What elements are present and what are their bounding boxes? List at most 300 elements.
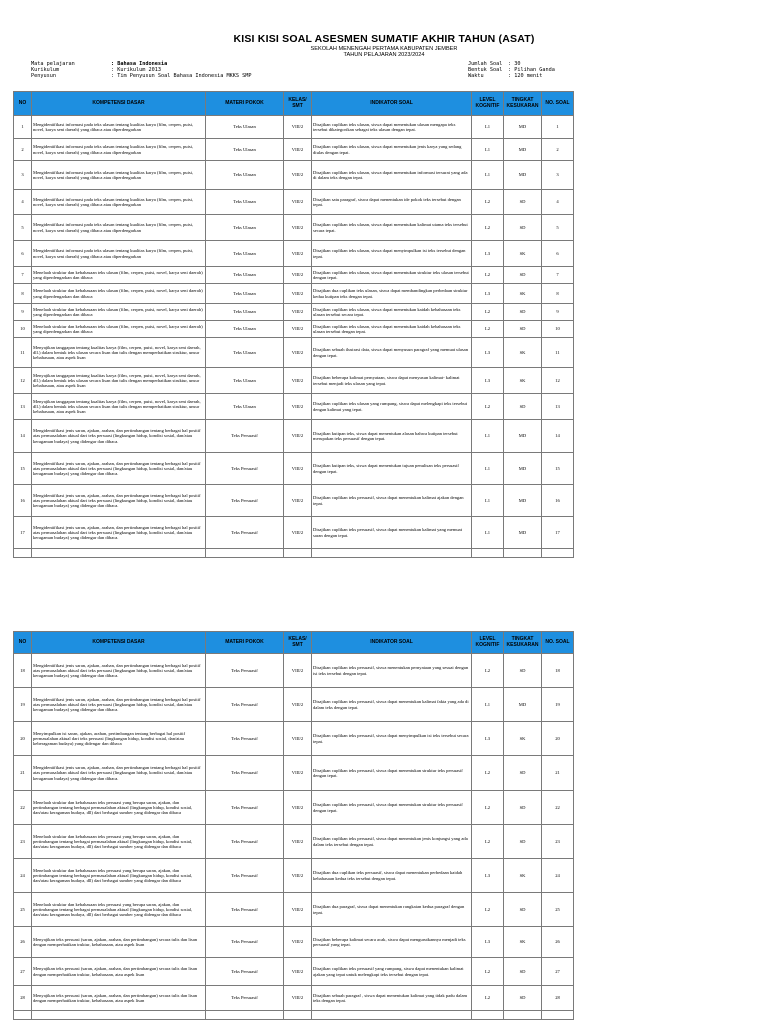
cell-level-kognitif: L3 <box>472 368 504 394</box>
cell-materi-pokok: Teks Ulasan <box>206 215 284 241</box>
cell-materi-pokok: Teks Persuasif <box>206 688 284 722</box>
filler-cell <box>32 549 206 558</box>
cell-indikator-soal: Disajikan cuplikan teks persuasif yang rumpang, siswa dapat menentukan kalimat ajakan yang tepat untuk melengkapi teks tersebut dengan tepat. <box>312 958 472 986</box>
cell-no: 25 <box>14 893 32 927</box>
cell-level-kognitif: L1 <box>472 688 504 722</box>
cell-indikator-soal: Disajikan cuplikan teks persuasif, siswa menentukan pernyataan yang sesuai dengan isi teks tersebut dengan tepat. <box>312 654 472 688</box>
filler-cell <box>14 549 32 558</box>
filler-cell <box>472 1011 504 1020</box>
cell-tingkat-kesukaran: SK <box>504 368 542 394</box>
cell-kompetensi-dasar: Menelaah struktur dan kebahasaan teks ulasan (film, cerpen, puisi, novel, karya seni daerah) yang diperdengarkan dan dibaca <box>32 321 206 338</box>
meta-row <box>468 73 555 79</box>
header-col-tingkat-kesukaran: TINGKAT KESUKARAN <box>504 632 542 654</box>
cell-no-soal: 6 <box>542 241 574 267</box>
cell-indikator-soal: Disajikan cuplikan teks persuasif, siswa dapat menentukan kalimat ajakan dengan tepat. <box>312 485 472 517</box>
cell-level-kognitif: L2 <box>472 321 504 338</box>
cell-level-kognitif: L1 <box>472 116 504 139</box>
cell-kelas-smt: VIII/2 <box>284 986 312 1011</box>
header-col-tingkat-kesukaran: TINGKAT KESUKARAN <box>504 92 542 116</box>
cell-indikator-soal: Disajikan cuplikan teks ulasan, siswa dapat menentukan informasi tersurat yang ada di dalam teks dengan tepat. <box>312 161 472 190</box>
table-header-row <box>14 92 574 116</box>
cell-indikator-soal: Disajikan cuplikan teks ulasan, siswa dapat menentukan jenis karya yang sedang diulas dengan tepat. <box>312 139 472 161</box>
cell-no-soal: 28 <box>542 986 574 1011</box>
header-col-kelas-smt: KELAS/ SMT <box>284 92 312 116</box>
cell-indikator-soal: Disajikan cuplikan teks persuasif, siswa dapat menentukan kalimat yang memuat saran dengan tepat. <box>312 517 472 549</box>
meta-value: : 30 <box>508 61 521 67</box>
meta-label: Kurikulum <box>31 67 60 74</box>
cell-level-kognitif: L2 <box>472 215 504 241</box>
meta-value: : Bahasa Indonesia <box>111 61 168 67</box>
cell-level-kognitif: L3 <box>472 241 504 267</box>
cell-tingkat-kesukaran: MD <box>504 485 542 517</box>
filler-cell <box>472 549 504 558</box>
table-row <box>14 321 574 338</box>
cell-no-soal: 10 <box>542 321 574 338</box>
cell-no-soal: 20 <box>542 722 574 756</box>
table-row <box>14 756 574 791</box>
table-row <box>14 654 574 688</box>
cell-level-kognitif: L1 <box>472 420 504 453</box>
cell-tingkat-kesukaran: SD <box>504 304 542 321</box>
meta-value: : Kurikulum 2013 <box>111 67 161 74</box>
header-col-indikator-soal: INDIKATOR SOAL <box>312 632 472 654</box>
cell-materi-pokok: Teks Ulasan <box>206 284 284 304</box>
cell-tingkat-kesukaran: MD <box>504 453 542 485</box>
cell-materi-pokok: Teks Persuasif <box>206 825 284 859</box>
cell-no: 16 <box>14 485 32 517</box>
cell-no: 13 <box>14 394 32 420</box>
cell-level-kognitif: L3 <box>472 927 504 958</box>
cell-kelas-smt: VIII/2 <box>284 368 312 394</box>
meta-label: Bentuk Soal <box>468 67 503 74</box>
cell-tingkat-kesukaran: MD <box>504 517 542 549</box>
cell-kompetensi-dasar: Menelaah struktur dan kebahasaan teks persuasi yang berupa saran, ajakan, dan pertimbangan tentang berbagai permasalahan aktual (lingkungan hidup, kondisi sosial, dan/atau keragaman budaya, dll) dari berbagai sumber yang didengar dan dibaca <box>32 893 206 927</box>
cell-no: 26 <box>14 927 32 958</box>
table-row <box>14 688 574 722</box>
cell-no-soal: 14 <box>542 420 574 453</box>
cell-indikator-soal: Disajikan cuplikan teks persuasif, siswa dapat menentukan struktur teks persuasif dengan tepat. <box>312 756 472 791</box>
cell-tingkat-kesukaran: SK <box>504 927 542 958</box>
filler-cell <box>504 549 542 558</box>
cell-tingkat-kesukaran: MD <box>504 161 542 190</box>
cell-no-soal: 19 <box>542 688 574 722</box>
cell-tingkat-kesukaran: SK <box>504 338 542 368</box>
cell-indikator-soal: Disajikan cuplikan teks persuasif, siswa dapat menyimpulkan isi teks tersebut secara tepat. <box>312 722 472 756</box>
cell-indikator-soal: Disajikan beberapa kalimat pernyataan, siswa dapat menyusun kalimat- kalimat tersebut menjadi teks ulasan yang tepat. <box>312 368 472 394</box>
table-row <box>14 420 574 453</box>
cell-kelas-smt: VIII/2 <box>284 825 312 859</box>
table-row <box>14 986 574 1011</box>
cell-tingkat-kesukaran: MD <box>504 688 542 722</box>
table-row <box>14 338 574 368</box>
cell-materi-pokok: Teks Persuasif <box>206 485 284 517</box>
cell-kompetensi-dasar: Mengidentifikasi jenis saran, ajakan, arahan, dan pertimbangan tentang berbagai hal positif atas permasalahan aktual dari teks persuasi (lingkungan hidup, kondisi sosial, dan/atau keragaman budaya) yang didengar dan dibaca. <box>32 485 206 517</box>
cell-kompetensi-dasar: Mengidentifikasi jenis saran, ajakan, arahan, dan pertimbangan tentang berbagai hal positif atas permasalahan aktual dari teks persuasi (lingkungan hidup, kondisi sosial, dan/atau keragaman budaya) yang didengar dan dibaca. <box>32 756 206 791</box>
meta-label: Mata pelajaran <box>31 61 75 67</box>
cell-no: 23 <box>14 825 32 859</box>
filler-cell <box>206 549 284 558</box>
cell-kelas-smt: VIII/2 <box>284 139 312 161</box>
cell-no: 14 <box>14 420 32 453</box>
cell-materi-pokok: Teks Ulasan <box>206 267 284 284</box>
cell-level-kognitif: L2 <box>472 893 504 927</box>
cell-kelas-smt: VIII/2 <box>284 190 312 215</box>
cell-indikator-soal: Disajikan dua cuplikan teks persuasif, siswa dapat menentukan perbedaan kaidah kebahasaan kedua teks tersebut dengan tepat. <box>312 859 472 893</box>
table-row <box>14 368 574 394</box>
cell-no-soal: 15 <box>542 453 574 485</box>
cell-no: 8 <box>14 284 32 304</box>
kisi-kisi-table-page-2 <box>13 631 574 1020</box>
table-header-row <box>14 632 574 654</box>
cell-kompetensi-dasar: Menyajikan tanggapan tentang kualitas karya (film, cerpen, puisi, novel, karya seni daerah, dll.) dalam bentuk teks ulasan secara lisan dan tulis dengan memperhatikan struktur, unsur kebahasaan, atau aspek lisan <box>32 368 206 394</box>
cell-kompetensi-dasar: Menyajikan tanggapan tentang kualitas karya (film, cerpen, puisi, novel, karya seni daerah, dll.) dalam bentuk teks ulasan secara lisan dan tulis dengan memperhatikan struktur, unsur kebahasaan, atau aspek lisan <box>32 394 206 420</box>
cell-no-soal: 2 <box>542 139 574 161</box>
cell-kelas-smt: VIII/2 <box>284 859 312 893</box>
cell-kelas-smt: VIII/2 <box>284 215 312 241</box>
header-col-materi-pokok: MATERI POKOK <box>206 92 284 116</box>
meta-row <box>31 73 252 79</box>
cell-indikator-soal: Disajikan sebuah paragraf , siswa dapat menentukan kalimat yang tidak padu dalam teks dengan tepat. <box>312 986 472 1011</box>
cell-no-soal: 4 <box>542 190 574 215</box>
cell-no-soal: 3 <box>542 161 574 190</box>
cell-kompetensi-dasar: Menelaah struktur dan kebahasaan teks persuasi yang berupa saran, ajakan, dan pertimbangan tentang berbagai permasalahan aktual (lingkungan hidup, kondisi sosial, dan/atau keragaman budaya, dll) dari berbagai sumber yang didengar dan dibaca <box>32 859 206 893</box>
cell-level-kognitif: L2 <box>472 756 504 791</box>
cell-tingkat-kesukaran: SD <box>504 756 542 791</box>
table-row <box>14 791 574 825</box>
cell-no: 21 <box>14 756 32 791</box>
cell-kompetensi-dasar: Menelaah struktur dan kebahasaan teks persuasi yang berupa saran, ajakan, dan pertimbangan tentang berbagai permasalahan aktual (lingkungan hidup, kondisi sosial, dan/atau keragaman budaya, dll) dari berbagai sumber yang didengar dan dibaca <box>32 825 206 859</box>
cell-kelas-smt: VIII/2 <box>284 161 312 190</box>
cell-kelas-smt: VIII/2 <box>284 517 312 549</box>
cell-no-soal: 27 <box>542 958 574 986</box>
cell-indikator-soal: Disajikan cuplikan teks persuasif, siswa dapat menentukan kalimat fakta yang ada di dalam teks dengan tepat. <box>312 688 472 722</box>
table-row <box>14 241 574 267</box>
cell-level-kognitif: L2 <box>472 394 504 420</box>
cell-no: 3 <box>14 161 32 190</box>
cell-kelas-smt: VIII/2 <box>284 791 312 825</box>
cell-kelas-smt: VIII/2 <box>284 338 312 368</box>
cell-no-soal: 26 <box>542 927 574 958</box>
table-row <box>14 485 574 517</box>
cell-kompetensi-dasar: Menyajikan teks persuasi (saran, ajakan, arahan, dan pertimbangan) secara tulis dan lisan dengan memperhatikan truktur, kebahasaan, atau aspek lisan <box>32 927 206 958</box>
cell-no: 7 <box>14 267 32 284</box>
header-col-kompetensi-dasar: KOMPETENSI DASAR <box>32 632 206 654</box>
cell-no-soal: 1 <box>542 116 574 139</box>
table-row <box>14 116 574 139</box>
header-col-level-kognitif: LEVEL KOGNITIF <box>472 92 504 116</box>
cell-no-soal: 13 <box>542 394 574 420</box>
meta-left <box>31 61 252 80</box>
cell-materi-pokok: Teks Persuasif <box>206 958 284 986</box>
cell-no: 2 <box>14 139 32 161</box>
cell-kelas-smt: VIII/2 <box>284 321 312 338</box>
cell-no: 18 <box>14 654 32 688</box>
cell-kelas-smt: VIII/2 <box>284 267 312 284</box>
header-col-level-kognitif: LEVEL KOGNITIF <box>472 632 504 654</box>
filler-cell <box>206 1011 284 1020</box>
filler-cell <box>504 1011 542 1020</box>
header-col-materi-pokok: MATERI POKOK <box>206 632 284 654</box>
cell-materi-pokok: Teks Ulasan <box>206 338 284 368</box>
cell-tingkat-kesukaran: SD <box>504 825 542 859</box>
cell-no-soal: 17 <box>542 517 574 549</box>
table-row <box>14 304 574 321</box>
cell-materi-pokok: Teks Persuasif <box>206 859 284 893</box>
cell-materi-pokok: Teks Persuasif <box>206 756 284 791</box>
cell-kelas-smt: VIII/2 <box>284 756 312 791</box>
table-row <box>14 267 574 284</box>
cell-level-kognitif: L1 <box>472 453 504 485</box>
table-row <box>14 517 574 549</box>
cell-kompetensi-dasar: Menyajikan teks persuasi (saran, ajakan, arahan, dan pertimbangan) secara tulis dan lisan dengan memperhatikan truktur, kebahasaan, atau aspek lisan <box>32 986 206 1011</box>
cell-indikator-soal: Disajikan cuplikan teks ulasan, siswa dapat menentukan ulasan mengapa teks tersebut dikategorikan sebagai teks ulasan dengan tepat. <box>312 116 472 139</box>
cell-materi-pokok: Teks Persuasif <box>206 893 284 927</box>
table-row <box>14 453 574 485</box>
cell-level-kognitif: L2 <box>472 190 504 215</box>
cell-kelas-smt: VIII/2 <box>284 453 312 485</box>
cell-kompetensi-dasar: Menelaah struktur dan kebahasaan teks persuasi yang berupa saran, ajakan, dan pertimbangan tentang berbagai permasalahan aktual (lingkungan hidup, kondisi sosial, dan/atau keragaman budaya, dll) dari berbagai sumber yang didengar dan dibaca <box>32 791 206 825</box>
table-row <box>14 927 574 958</box>
cell-kompetensi-dasar: Mengidentifikasi informasi pada teks ulasan tentang kualitas karya (film, cerpen, puisi, novel, karya seni daerah) yang dibaca atau diperdengarkan <box>32 116 206 139</box>
header-col-no-soal: NO. SOAL <box>542 632 574 654</box>
cell-kompetensi-dasar: Menelaah struktur dan kebahasaan teks ulasan (film, cerpen, puisi, novel, karya seni daerah) yang diperdengarkan dan dibaca <box>32 304 206 321</box>
cell-level-kognitif: L3 <box>472 859 504 893</box>
cell-kelas-smt: VIII/2 <box>284 927 312 958</box>
table-row <box>14 859 574 893</box>
filler-cell <box>32 1011 206 1020</box>
cell-kompetensi-dasar: Menyimpulkan isi saran, ajakan, arahan, pertimbangan tentang berbagai hal positif permasalahan aktual dari teks persuasi (lingkungan hidup, kondisi sosial, dan/atau keberagaman budaya) yang didengar dan dibaca <box>32 722 206 756</box>
cell-indikator-soal: Disajikan cuplikan teks ulasan, siswa dapat menentukan kaidah kebahasaan teks ulasan tersebut secara tepat. <box>312 304 472 321</box>
cell-level-kognitif: L2 <box>472 986 504 1011</box>
cell-no: 9 <box>14 304 32 321</box>
cell-materi-pokok: Teks Persuasif <box>206 986 284 1011</box>
cell-materi-pokok: Teks Ulasan <box>206 321 284 338</box>
cell-indikator-soal: Disajikan kutipan teks, siswa dapat menentukan tujuan penulisan teks persuasif dengan tepat. <box>312 453 472 485</box>
cell-indikator-soal: Disajikan dua paragraf, siswa dapat menentukan rangkaian kedua paragraf dengan tepat. <box>312 893 472 927</box>
cell-tingkat-kesukaran: SD <box>504 986 542 1011</box>
cell-level-kognitif: L2 <box>472 654 504 688</box>
meta-value: : Tim Penyusun Soal Bahasa Indonesia MKKS SMP <box>111 73 252 80</box>
table-row <box>14 161 574 190</box>
cell-materi-pokok: Teks Ulasan <box>206 116 284 139</box>
table-row <box>14 190 574 215</box>
cell-kelas-smt: VIII/2 <box>284 485 312 517</box>
cell-kelas-smt: VIII/2 <box>284 116 312 139</box>
cell-kelas-smt: VIII/2 <box>284 893 312 927</box>
meta-right <box>468 61 555 80</box>
table-row <box>14 284 574 304</box>
cell-tingkat-kesukaran: MD <box>504 116 542 139</box>
cell-kompetensi-dasar: Mengidentifikasi jenis saran, ajakan, arahan, dan pertimbangan tentang berbagai hal positif atas permasalahan aktual dari teks persuasi (lingkungan hidup, kondisi sosial, dan/atau keragaman budaya) yang didengar dan dibaca. <box>32 420 206 453</box>
cell-level-kognitif: L2 <box>472 825 504 859</box>
cell-materi-pokok: Teks Persuasif <box>206 722 284 756</box>
cell-no: 4 <box>14 190 32 215</box>
cell-no: 17 <box>14 517 32 549</box>
header-col-no: NO <box>14 632 32 654</box>
cell-tingkat-kesukaran: SD <box>504 958 542 986</box>
cell-no: 1 <box>14 116 32 139</box>
cell-no: 22 <box>14 791 32 825</box>
cell-no: 12 <box>14 368 32 394</box>
table-row <box>14 893 574 927</box>
cell-tingkat-kesukaran: SK <box>504 241 542 267</box>
cell-materi-pokok: Teks Persuasif <box>206 654 284 688</box>
cell-no-soal: 8 <box>542 284 574 304</box>
cell-no: 19 <box>14 688 32 722</box>
cell-indikator-soal: Disajikan cuplikan teks ulasan, siswa dapat menentukan struktur teks ulasan tersebut dengan tepat. <box>312 267 472 284</box>
cell-no: 5 <box>14 215 32 241</box>
table-row <box>14 958 574 986</box>
cell-no-soal: 5 <box>542 215 574 241</box>
cell-indikator-soal: Disajikan cuplikan teks ulasan, siswa dapat menyimpulkan isi teks tersebut dengan tepat. <box>312 241 472 267</box>
cell-kompetensi-dasar: Menelaah struktur dan kebahasaan teks ulasan (film, cerpen, puisi, novel, karya seni daerah) yang diperdengarkan dan dibaca <box>32 267 206 284</box>
cell-tingkat-kesukaran: SD <box>504 321 542 338</box>
cell-kompetensi-dasar: Mengidentifikasi jenis saran, ajakan, arahan, dan pertimbangan tentang berbagai hal positif atas permasalahan aktual dari teks persuasi (lingkungan hidup, kondisi sosial, dan/atau keragaman budaya) yang didengar dan dibaca. <box>32 517 206 549</box>
cell-materi-pokok: Teks Persuasif <box>206 517 284 549</box>
meta-value: : 120 menit <box>508 73 543 80</box>
meta-value: : Pilihan Ganda <box>508 67 555 74</box>
cell-no: 15 <box>14 453 32 485</box>
cell-materi-pokok: Teks Persuasif <box>206 420 284 453</box>
header-col-kompetensi-dasar: KOMPETENSI DASAR <box>32 92 206 116</box>
cell-no-soal: 25 <box>542 893 574 927</box>
cell-kelas-smt: VIII/2 <box>284 394 312 420</box>
table-row <box>14 394 574 420</box>
cell-no: 24 <box>14 859 32 893</box>
cell-level-kognitif: L3 <box>472 338 504 368</box>
filler-cell <box>312 1011 472 1020</box>
cell-kelas-smt: VIII/2 <box>284 654 312 688</box>
cell-kompetensi-dasar: Mengidentifikasi informasi pada teks ulasan tentang kualitas karya (film, cerpen, puisi, novel, karya seni daerah) yang dibaca atau diperdengarkan <box>32 241 206 267</box>
cell-indikator-soal: Disajikan cuplikan teks persuasif, siswa dapat menentukan jenis konjungsi yang ada dalam teks tersebut dengan tepat. <box>312 825 472 859</box>
cell-level-kognitif: L2 <box>472 304 504 321</box>
cell-level-kognitif: L1 <box>472 139 504 161</box>
kisi-kisi-table-page-1 <box>13 91 574 558</box>
cell-kompetensi-dasar: Mengidentifikasi jenis saran, ajakan, arahan, dan pertimbangan tentang berbagai hal positif atas permasalahan aktual dari teks persuasi (lingkungan hidup, kondisi sosial, dan/atau keragaman budaya) yang didengar dan dibaca. <box>32 453 206 485</box>
cell-kompetensi-dasar: Mengidentifikasi informasi pada teks ulasan tentang kualitas karya (film, cerpen, puisi, novel, karya seni daerah) yang dibaca atau diperdengarkan <box>32 139 206 161</box>
cell-no-soal: 16 <box>542 485 574 517</box>
cell-no-soal: 11 <box>542 338 574 368</box>
cell-kompetensi-dasar: Menelaah struktur dan kebahasaan teks ulasan (film, cerpen, puisi, novel, karya seni daerah) yang diperdengarkan dan dibaca <box>32 284 206 304</box>
cell-level-kognitif: L2 <box>472 958 504 986</box>
school-name: SEKOLAH MENENGAH PERTAMA KABUPATEN JEMBER <box>310 46 458 52</box>
cell-tingkat-kesukaran: SD <box>504 791 542 825</box>
cell-kelas-smt: VIII/2 <box>284 284 312 304</box>
cell-kelas-smt: VIII/2 <box>284 722 312 756</box>
cell-level-kognitif: L2 <box>472 267 504 284</box>
cell-no-soal: 9 <box>542 304 574 321</box>
cell-indikator-soal: Disajikan cuplikan teks persuasif, siswa dapat menentukan struktur teks persuasif dengan tepat. <box>312 791 472 825</box>
table-filler-row <box>14 1011 574 1020</box>
filler-cell <box>284 1011 312 1020</box>
cell-indikator-soal: Disajikan cuplikan teks ulasan yang rumpang, siswa dapat melengkapi teks tersebut dengan kalimat yang tepat. <box>312 394 472 420</box>
document-title: KISI KISI SOAL ASESMEN SUMATIF AKHIR TAHUN (ASAT) <box>233 33 535 45</box>
header-col-no: NO <box>14 92 32 116</box>
cell-tingkat-kesukaran: MD <box>504 420 542 453</box>
filler-cell <box>542 549 574 558</box>
cell-indikator-soal: Disajikan cuplikan teks ulasan, siswa dapat menentukan kalimat utama teks tersebut secara tepat. <box>312 215 472 241</box>
cell-no: 27 <box>14 958 32 986</box>
cell-indikator-soal: Disajikan kutipan teks, siswa dapat menentukan alasan bahwa kutipan tersebut merupakan teks persuasif dengan tepat. <box>312 420 472 453</box>
cell-tingkat-kesukaran: SK <box>504 859 542 893</box>
cell-tingkat-kesukaran: SD <box>504 394 542 420</box>
meta-label: Jumlah Soal <box>468 61 503 67</box>
cell-materi-pokok: Teks Persuasif <box>206 453 284 485</box>
cell-kompetensi-dasar: Mengidentifikasi jenis saran, ajakan, arahan, dan pertimbangan tentang berbagai hal positif atas permasalahan aktual dari teks persuasi (lingkungan hidup, kondisi sosial, dan/atau keragaman budaya) yang didengar dan dibaca. <box>32 688 206 722</box>
cell-materi-pokok: Teks Ulasan <box>206 241 284 267</box>
cell-materi-pokok: Teks Ulasan <box>206 139 284 161</box>
cell-no-soal: 7 <box>542 267 574 284</box>
table-row <box>14 722 574 756</box>
cell-kelas-smt: VIII/2 <box>284 958 312 986</box>
cell-kompetensi-dasar: Mengidentifikasi jenis saran, ajakan, arahan, dan pertimbangan tentang berbagai hal positif atas permasalahan aktual dari teks persuasi (lingkungan hidup, kondisi sosial, dan/atau keragaman budaya) yang didengar dan dibaca. <box>32 654 206 688</box>
cell-kelas-smt: VIII/2 <box>284 688 312 722</box>
cell-level-kognitif: L1 <box>472 485 504 517</box>
table-row <box>14 215 574 241</box>
cell-no-soal: 23 <box>542 825 574 859</box>
cell-kompetensi-dasar: Menyajikan tanggapan tentang kualitas karya (film, cerpen, puisi, novel, karya seni daerah, dll.) dalam bentuk teks ulasan secara lisan dan tulis dengan memperhatikan struktur, unsur kebahasaan, atau aspek lisan <box>32 338 206 368</box>
cell-tingkat-kesukaran: SD <box>504 654 542 688</box>
cell-no-soal: 12 <box>542 368 574 394</box>
cell-tingkat-kesukaran: SD <box>504 267 542 284</box>
cell-kompetensi-dasar: Mengidentifikasi informasi pada teks ulasan tentang kualitas karya (film, cerpen, puisi, novel, karya seni daerah) yang dibaca atau diperdengarkan <box>32 215 206 241</box>
cell-materi-pokok: Teks Persuasif <box>206 927 284 958</box>
cell-tingkat-kesukaran: MD <box>504 139 542 161</box>
header-col-indikator-soal: INDIKATOR SOAL <box>312 92 472 116</box>
academic-year: TAHUN PELAJARAN 2023/2024 <box>343 52 425 59</box>
cell-no-soal: 22 <box>542 791 574 825</box>
cell-no: 20 <box>14 722 32 756</box>
cell-materi-pokok: Teks Ulasan <box>206 304 284 321</box>
document-subtitle <box>0 46 768 59</box>
cell-kompetensi-dasar: Mengidentifikasi informasi pada teks ulasan tentang kualitas karya (film, cerpen, puisi, novel, karya seni daerah) yang dibaca atau diperdengarkan <box>32 161 206 190</box>
table-row <box>14 825 574 859</box>
cell-no-soal: 24 <box>542 859 574 893</box>
cell-materi-pokok: Teks Ulasan <box>206 394 284 420</box>
cell-tingkat-kesukaran: SD <box>504 190 542 215</box>
header-col-no-soal: NO. SOAL <box>542 92 574 116</box>
cell-kompetensi-dasar: Mengidentifikasi informasi pada teks ulasan tentang kualitas karya (film, cerpen, puisi, novel, karya seni daerah) yang dibaca atau diperdengarkan <box>32 190 206 215</box>
meta-label: Penyusun <box>31 73 56 80</box>
cell-level-kognitif: L3 <box>472 284 504 304</box>
cell-level-kognitif: L2 <box>472 791 504 825</box>
cell-level-kognitif: L1 <box>472 161 504 190</box>
cell-kelas-smt: VIII/2 <box>284 304 312 321</box>
filler-cell <box>542 1011 574 1020</box>
table-row <box>14 139 574 161</box>
cell-indikator-soal: Disajikan satu paragraf, siswa dapat menentukan ide pokok teks tersebut dengan tepat. <box>312 190 472 215</box>
cell-indikator-soal: Disajikan dua cuplikan teks ulasan, siswa dapat membandingkan perbedaan struktur kedua kutipan teks dengan tepat. <box>312 284 472 304</box>
cell-tingkat-kesukaran: SK <box>504 284 542 304</box>
cell-no: 28 <box>14 986 32 1011</box>
cell-indikator-soal: Disajikan beberapa kalimat secara acak, siswa dapat mengurutkannya menjadi teks persuasif yang tepat. <box>312 927 472 958</box>
cell-kompetensi-dasar: Menyajikan teks persuasi (saran, ajakan, arahan, dan pertimbangan) secara tulis dan lisan dengan memperhatikan truktur, kebahasaan, atau aspek lisan <box>32 958 206 986</box>
cell-materi-pokok: Teks Ulasan <box>206 190 284 215</box>
cell-level-kognitif: L1 <box>472 517 504 549</box>
filler-cell <box>284 549 312 558</box>
table-filler-row <box>14 549 574 558</box>
cell-tingkat-kesukaran: SK <box>504 722 542 756</box>
cell-kelas-smt: VIII/2 <box>284 420 312 453</box>
cell-tingkat-kesukaran: SD <box>504 893 542 927</box>
cell-tingkat-kesukaran: SD <box>504 215 542 241</box>
cell-no-soal: 21 <box>542 756 574 791</box>
cell-indikator-soal: Disajikan sebuah ilustrasi data, siswa dapat menyusun paragraf yang memuat ulasan dengan tepat. <box>312 338 472 368</box>
cell-indikator-soal: Disajikan cuplikan teks ulasan, siswa dapat menentukan kaidah kebahasaan teks ulasan tersebut dengan tepat. <box>312 321 472 338</box>
header-col-kelas-smt: KELAS/ SMT <box>284 632 312 654</box>
cell-no: 6 <box>14 241 32 267</box>
cell-no: 11 <box>14 338 32 368</box>
